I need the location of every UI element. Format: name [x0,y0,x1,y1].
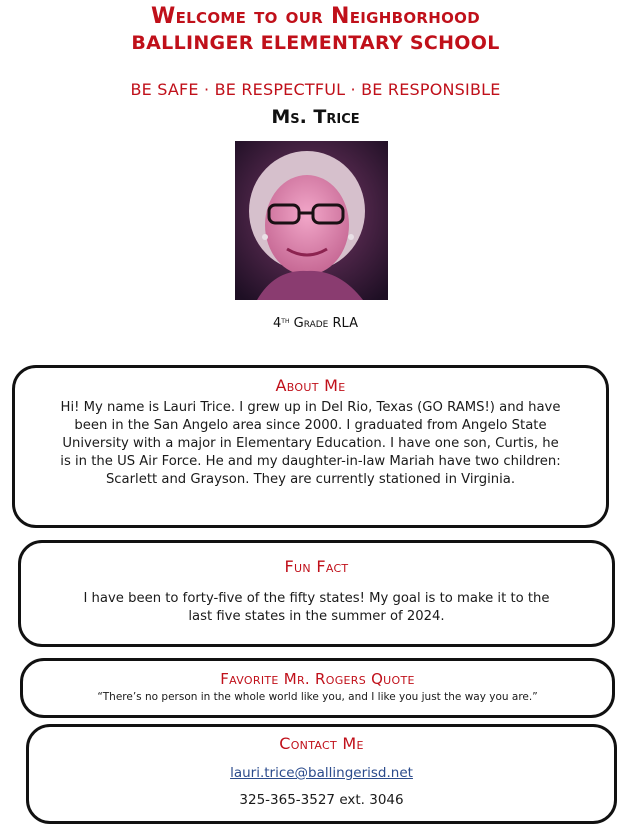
fun-fact-heading: Fun Fact [284,557,349,576]
fun-fact-section [18,540,615,647]
teacher-name: Ms. Trice [271,106,360,128]
email-link[interactable]: lauri.trice@ballingerisd.net [230,765,413,781]
fun-fact-text: I have been to forty-five of the fifty states! My goal is to make it to the last five states in the summer of 2024. [83,591,550,624]
about-me-section [12,365,609,528]
grade-subject [0,316,631,331]
phone-number: 325-365-3527 ext. 3046 [239,792,404,808]
grade-number: 4 [273,316,282,331]
grade-subject-label: Grade RLA [293,316,358,331]
teacher-portrait-image [235,141,388,300]
favorite-quote-heading: Favorite Mr. Rogers Quote [220,670,415,688]
contact-section [26,724,617,824]
about-me-text: Hi! My name is Lauri Trice. I grew up in Del Rio, Texas (GO RAMS!) and have been in the San Angelo area since 2000. I graduated from Angelo State University with a major in Elementary Education. I have one son, Curtis, he is in the US Air Force. He and my daughter-in-law Mariah have two children: Scarlett and Grayson. They are currently stationed in Virginia. [60,400,561,487]
favorite-quote-section [20,658,615,718]
teacher-photo [235,141,388,300]
school-name: BALLINGER ELEMENTARY SCHOOL [131,32,500,54]
grade-suffix: th [281,316,290,325]
favorite-quote-text: “There’s no person in the whole world like you, and I like you just the way you are.” [97,691,538,703]
about-me-heading: About Me [275,376,346,395]
school-motto: BE SAFE · BE RESPECTFUL · BE RESPONSIBLE [130,80,501,99]
page-title: Welcome to our Neighborhood [151,4,480,29]
contact-heading: Contact Me [279,734,364,753]
